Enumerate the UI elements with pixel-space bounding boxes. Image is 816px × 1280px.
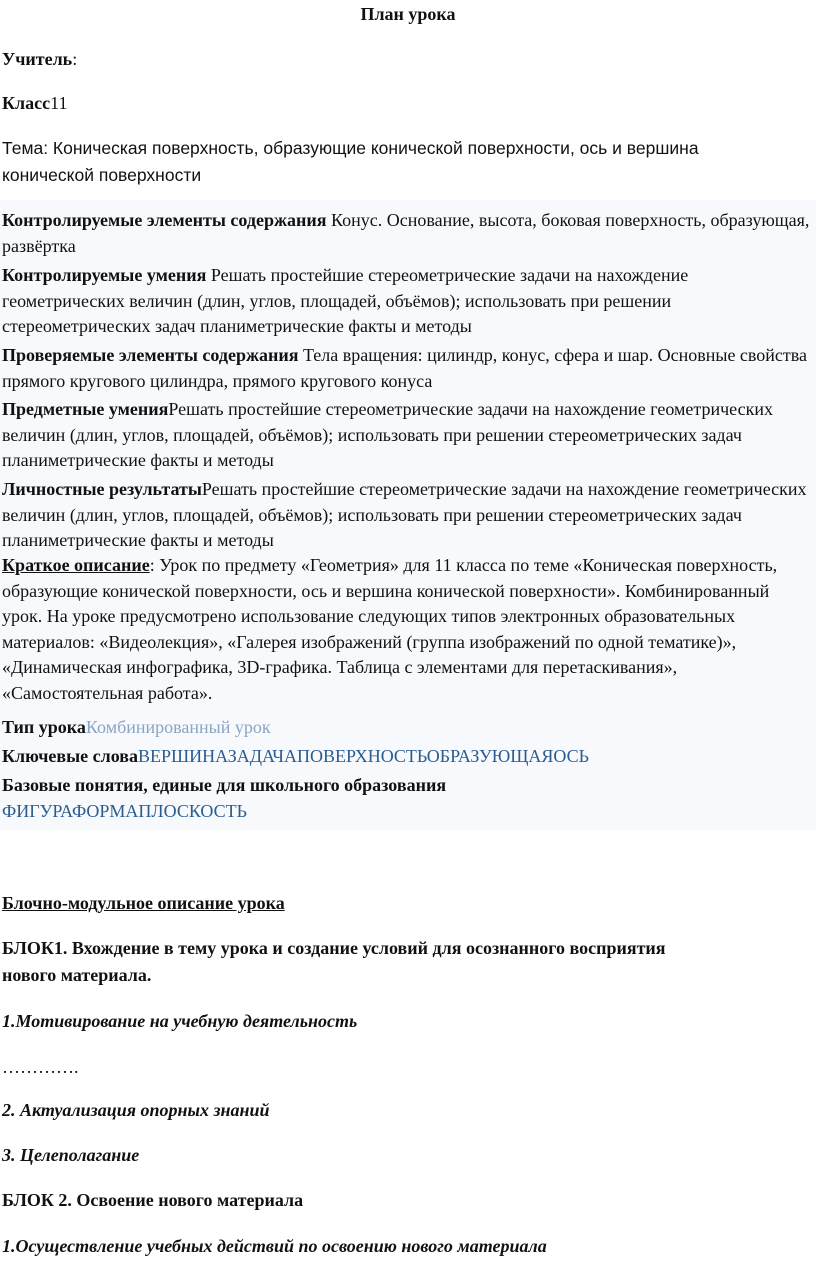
short-description-text: : Урок по предмету «Геометрия» для 11 класса по теме «Коническая поверхность, образующие конической поверхности, ось и вершина конической поверхности». Комбинированный урок. На уроке предусмотрено использование следующих типов электронных образовательных материалов: «Видеолекция», «Галерея изображений (группа изображений по одной тематике)», «Динамическая инфографика, 3D-графика. Таблица с элементами для перетаскивания», «Самостоятельная работа». (2, 555, 778, 703)
personal-results-text: Решать простейшие стереометрические задачи на нахождение геометрических величин (длин, углов, площадей, объёмов); использовать при решении стереометрических задач планиметрические факты и методы (2, 479, 807, 550)
class-value: 11 (50, 93, 68, 113)
step-learning-actions: 1.Осуществление учебных действий по освоению нового материала (2, 1236, 547, 1256)
class-line (2, 92, 67, 114)
topic-line-2: конической поверхности (2, 165, 202, 185)
class-label: Класс (2, 93, 51, 113)
checked-content-label: Проверяемые элементы содержания (2, 345, 299, 365)
page-title: План урока (360, 4, 456, 24)
keywords-value: ВЕРШИНАЗАДАЧАПОВЕРХНОСТЬОБРАЗУЮЩАЯОСЬ (137, 746, 589, 766)
checked-content-text: Тела вращения: цилиндр, конус, сфера и шар. Основные свойства прямого кругового цилиндра, прямого кругового конуса (2, 345, 808, 391)
short-description (2, 553, 810, 706)
subject-skills-label: Предметные умения (2, 399, 169, 419)
checked-content (2, 343, 810, 394)
lesson-type-value: Комбинированный урок (85, 717, 271, 737)
controlled-skills (2, 263, 810, 340)
block1-line-1: БЛОК1. Вхождение в тему урока и создание условий для осознанного восприятия (2, 938, 666, 958)
base-concepts-value: ФИГУРАФОРМАПЛОСКОСТЬ (2, 801, 247, 821)
lesson-type-label: Тип урока (2, 717, 86, 737)
structure-heading: Блочно-модульное описание урока (2, 893, 285, 913)
subject-skills-text: Решать простейшие стереометрические задачи на нахождение геометрических величин (длин, углов, площадей, объёмов); использовать при решении стереометрических задач планиметрические факты и методы (2, 399, 773, 470)
block1-line-2: нового материала. (2, 965, 152, 985)
step-motivation: 1.Мотивирование на учебную деятельность (2, 1011, 358, 1031)
controlled-content-label: Контролируемые элементы содержания (2, 210, 327, 230)
controlled-skills-label: Контролируемые умения (2, 265, 207, 285)
base-concepts-label: Базовые понятия, единые для школьного образования (2, 775, 447, 795)
step-actualization: 2. Актуализация опорных знаний (2, 1100, 270, 1120)
placeholder-dots: …………. (2, 1057, 79, 1077)
teacher-label: Учитель (2, 49, 73, 69)
block2-heading: БЛОК 2. Освоение нового материала (2, 1190, 304, 1210)
controlled-content (2, 208, 810, 259)
short-description-label: Краткое описание (2, 555, 150, 575)
personal-results-label: Личностные результаты (2, 479, 202, 499)
keywords-label: Ключевые слова (2, 746, 138, 766)
keywords (2, 744, 810, 770)
controlled-content-text: Конус. Основание, высота, боковая поверхность, образующая, развёртка (2, 210, 810, 256)
controlled-skills-text: Решать простейшие стереометрические задачи на нахождение геометрических величин (длин, углов, площадей, объёмов); использовать при решении стереометрических задач планиметрические факты и методы (2, 265, 689, 336)
step-goal-setting: 3. Целеполагание (2, 1145, 140, 1165)
teacher-colon: : (72, 49, 78, 69)
lesson-type (2, 715, 810, 741)
personal-results (2, 477, 810, 554)
subject-skills (2, 397, 810, 474)
topic-line-1: Тема: Коническая поверхность, образующие конической поверхности, ось и вершина (2, 138, 699, 158)
teacher-line (2, 48, 77, 70)
